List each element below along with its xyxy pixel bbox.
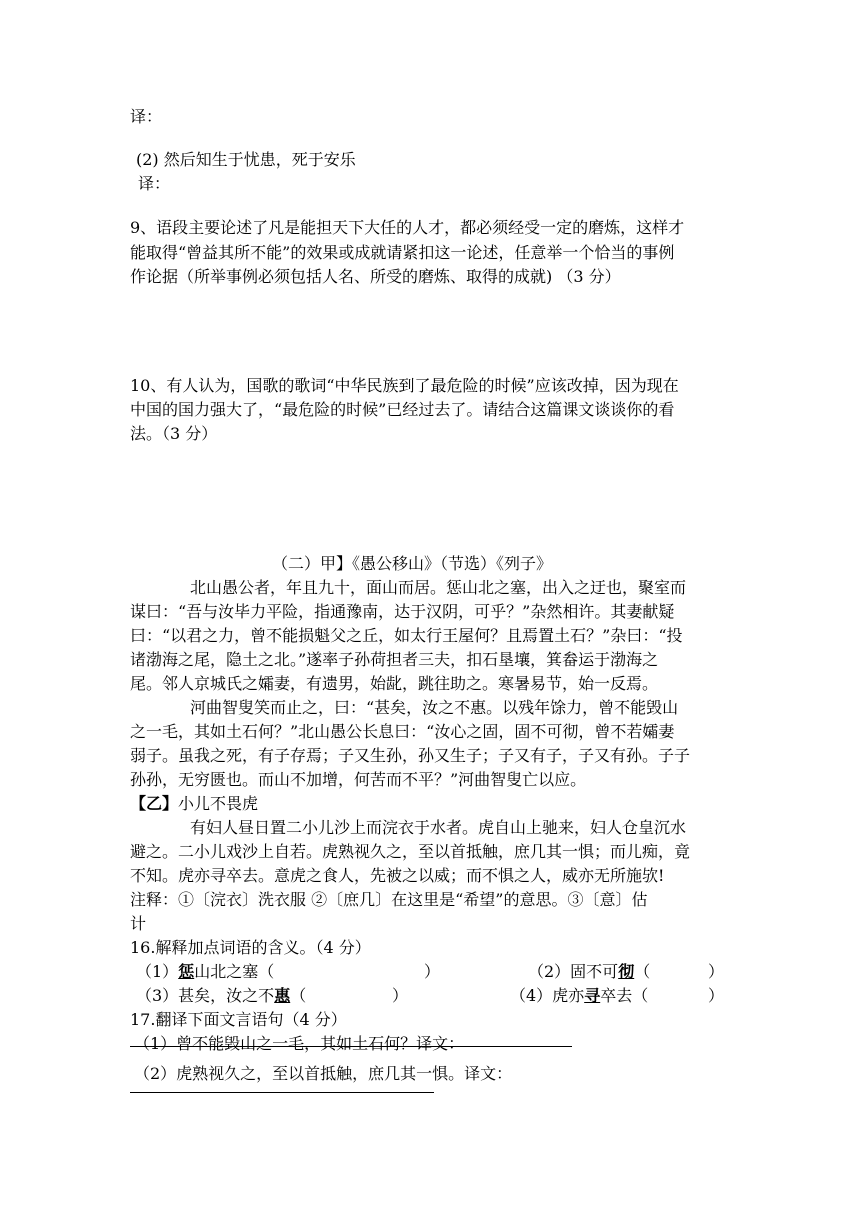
- q16-item-2-prefix: （2）固不可: [528, 962, 619, 981]
- q16-item-3: [136, 984, 306, 1008]
- passage-yi-title: 小儿不畏虎: [178, 794, 259, 813]
- q16-item-3-open: （: [290, 986, 307, 1005]
- q16-item-1-close: ）: [424, 962, 441, 981]
- q9-line-1: 9、语段主要论述了凡是能担天下大任的人才，都必须经受一定的磨炼，这样才: [130, 218, 685, 237]
- notes-line: 计: [130, 914, 147, 933]
- answer-line-1[interactable]: [130, 1046, 572, 1047]
- q17-item-2: （2）虎熟视久之，至以首抵触，庶几其一惧。译文：: [134, 1064, 513, 1083]
- q16-item-2-close: ）: [708, 962, 725, 981]
- q16-item-3-word: 惠: [274, 986, 291, 1005]
- q16-item-4-close: ）: [708, 986, 725, 1005]
- q10-line-3: 法。（3 分）: [130, 424, 218, 443]
- q16-item-1-word: 惩: [178, 962, 195, 981]
- passage-jia-line: 之一毛，其如土石何？”北山愚公长息曰：“汝心之固，固不可彻，曾不若孀妻: [130, 722, 675, 741]
- q17-title: 17.翻译下面文言语句（4 分）: [130, 1010, 347, 1029]
- q9-line-3: 作论据（所举事例必须包括人名、所受的磨炼、取得的成就) （3 分）: [130, 267, 621, 286]
- q17-item-1: （1）曾不能毁山之一毛，其如土石何？译文：: [134, 1034, 465, 1053]
- passage-jia-line: 尾。邻人京城氏之孀妻，有遗男，始龀，跳往助之。寒暑易节，始一反焉。: [130, 674, 659, 693]
- answer-line-2[interactable]: [130, 1092, 434, 1093]
- passage-yi-line: 不知。虎亦寻卒去。意虎之食人，先被之以威；而不惧之人，威亦无所施欤!: [130, 866, 665, 885]
- q16-item-3-prefix: （3）甚矣，汝之不: [136, 986, 275, 1005]
- q16-item-2-open: （: [634, 962, 651, 981]
- passage-jia-line: 谋曰：“吾与汝毕力平险，指通豫南，达于汉阴，可乎？”杂然相许。其妻献疑: [130, 602, 675, 621]
- q16-item-4: [510, 984, 648, 1008]
- translation-label: 译：: [130, 107, 163, 126]
- q16-item-3-close: ）: [392, 986, 409, 1005]
- passage-yi-heading: [130, 792, 258, 816]
- translation-label-2: 译：: [138, 174, 171, 193]
- q10-line-1: 10、有人认为，国歌的歌词“中华民族到了最危险的时候”应该改掉，因为现在: [130, 376, 679, 395]
- q16-item-2-word: 彻: [618, 962, 635, 981]
- passage-jia-line: 北山愚公者，年且九十，面山而居。惩山北之塞，出入之迂也，聚室而: [190, 578, 687, 597]
- passage-yi-line: 避之。二小儿戏沙上自若。虎熟视久之，至以首抵触，庶几其一惧；而儿痴，竟: [130, 842, 691, 861]
- q16-title: 16.解释加点词语的含义。（4 分）: [130, 938, 371, 957]
- q16-item-1: [136, 960, 274, 984]
- passage-jia-line: 诸渤海之尾，隐土之北。”遂率子孙荷担者三夫，扣石垦壤，箕畚运于渤海之: [130, 650, 659, 669]
- q16-item-2: [528, 960, 650, 984]
- passage-jia-line: 弱子。虽我之死，有子存焉；子又生孙，孙又生子；子又有子，子又有孙。子子: [130, 746, 691, 765]
- passage-yi-label: 【乙】: [130, 794, 179, 813]
- q10-line-2: 中国的国力强大了，“最危险的时候”已经过去了。请结合这篇课文谈谈你的看: [130, 400, 675, 419]
- passage-jia-line: 河曲智叟笑而止之，曰：“甚矣，汝之不惠。以残年馀力，曾不能毁山: [190, 698, 679, 717]
- passage-yi-line: 有妇人昼日置二小儿沙上而浣衣于水者。虎自山上驰来，妇人仓皇沉水: [190, 818, 687, 837]
- q16-item-1-prefix: （1）: [136, 962, 179, 981]
- q16-item-4-prefix: （4）虎亦: [510, 986, 585, 1005]
- q16-item-4-suffix: 卒去（: [600, 986, 649, 1005]
- passage-jia-line: 曰：“以君之力，曾不能损魁父之丘，如太行王屋何？且焉置土石？”杂曰：“投: [130, 626, 683, 645]
- q9-line-2: 能取得“曾益其所不能”的效果或成就请紧扣这一论述，任意举一个恰当的事例: [130, 243, 675, 262]
- q16-item-4-word: 寻: [584, 986, 601, 1005]
- question-item-2: (2) 然后知生于忧患，死于安乐: [136, 150, 356, 169]
- section-title: （二）甲】《愚公移山》（节选）《列子》: [272, 554, 553, 573]
- notes-line: 注释：①〔浣衣〕洗衣服 ②〔庶几〕在这里是“希望”的意思。③〔意〕估: [130, 890, 648, 909]
- q16-item-1-suffix: 山北之塞（: [194, 962, 275, 981]
- passage-jia-line: 孙孙，无穷匮也。而山不加增，何苦而不平？”河曲智叟亡以应。: [130, 770, 587, 789]
